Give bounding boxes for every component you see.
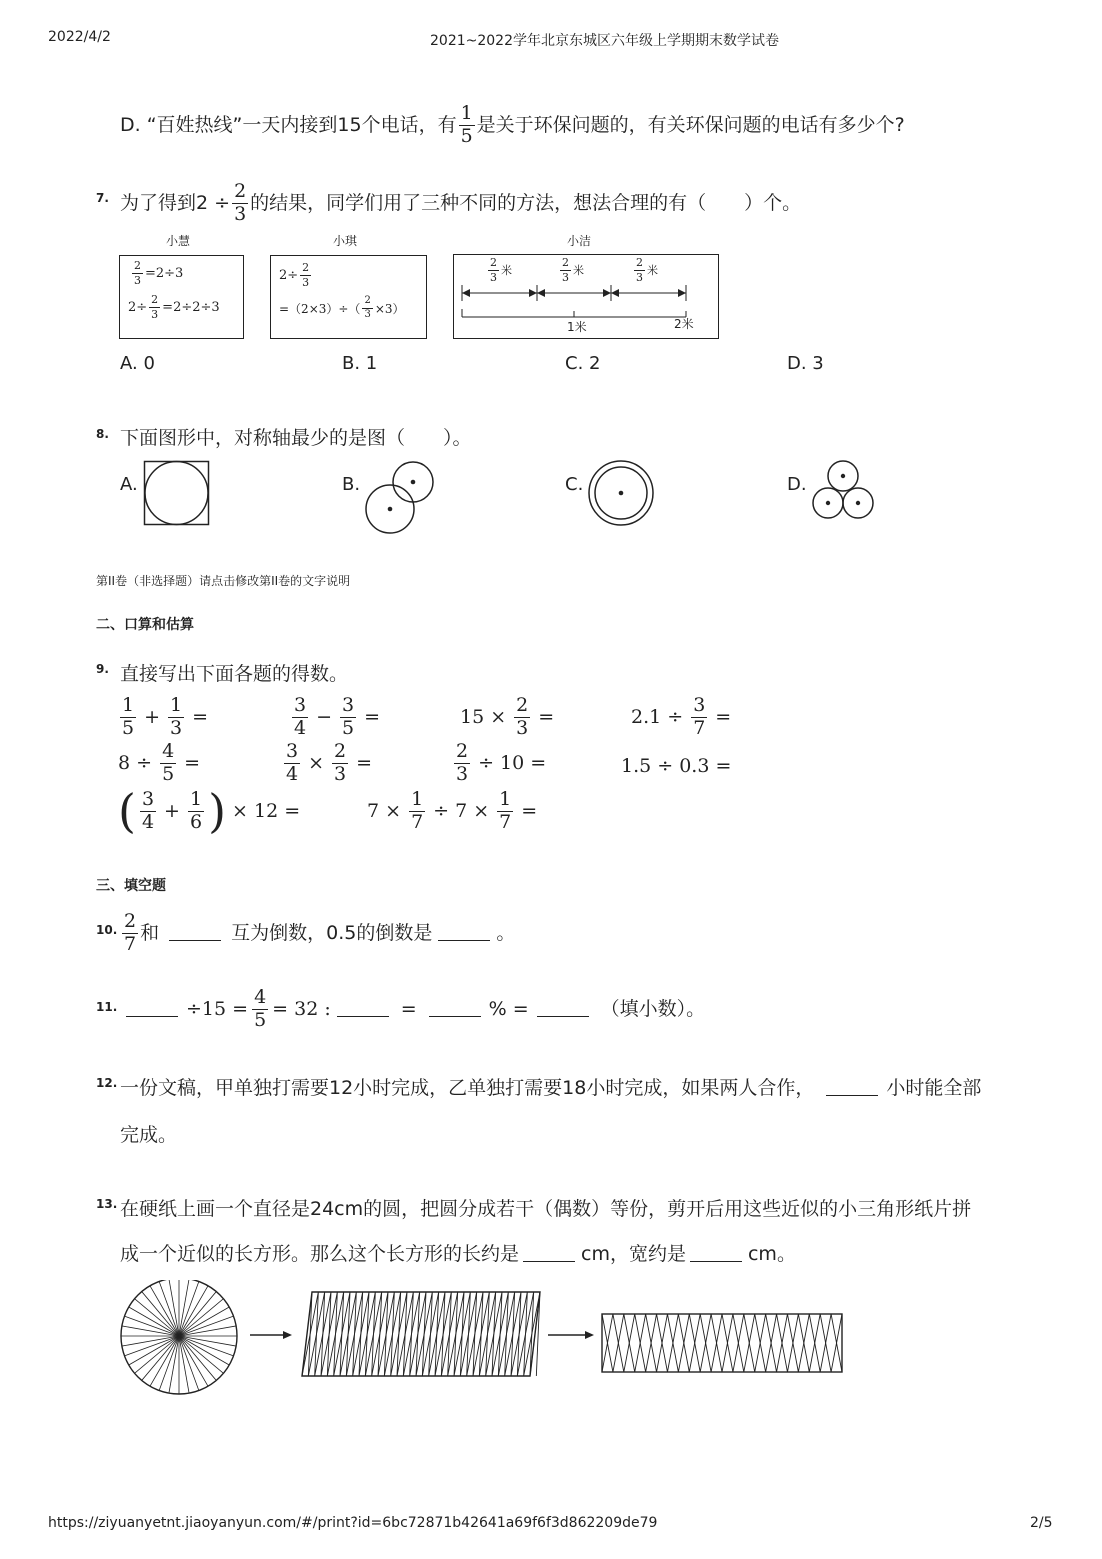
denominator: 5 bbox=[254, 1008, 267, 1031]
text: 。 bbox=[496, 922, 516, 945]
text: cm，宽约是 bbox=[581, 1243, 686, 1265]
equation-text: 2÷ bbox=[279, 267, 299, 283]
section-2-title: 二、口算和估算 bbox=[96, 617, 194, 633]
numerator: 4 bbox=[162, 740, 175, 762]
zigzag-lines-2 bbox=[302, 1292, 540, 1376]
answer-blank-2[interactable] bbox=[438, 925, 490, 941]
figure-d-three-circles bbox=[810, 459, 876, 521]
segment-label-2 bbox=[558, 257, 584, 283]
q13-line2 bbox=[120, 1243, 796, 1266]
equation-text: =2÷3 bbox=[145, 265, 184, 281]
q9-item-8: 1.5 ÷ 0.3 = bbox=[621, 755, 732, 777]
operand: ÷ 10 = bbox=[478, 752, 547, 775]
figure-c-concentric-circles bbox=[587, 460, 657, 528]
denominator: 3 bbox=[334, 762, 347, 785]
q9-item-1 bbox=[118, 696, 208, 739]
fraction bbox=[409, 790, 425, 833]
segment-label-1 bbox=[486, 257, 512, 283]
numerator: 1 bbox=[499, 788, 512, 810]
q9-item-4 bbox=[631, 696, 731, 739]
operand: 8 ÷ bbox=[118, 752, 153, 775]
q10-stem bbox=[120, 912, 515, 955]
fraction bbox=[149, 294, 160, 320]
numerator: 1 bbox=[122, 694, 135, 716]
q11-number: 11. bbox=[96, 1000, 118, 1014]
q12-line1 bbox=[120, 1077, 981, 1100]
numerator: 2 bbox=[636, 256, 643, 269]
footer-page-number: 2/5 bbox=[1030, 1515, 1053, 1531]
denominator: 3 bbox=[456, 762, 469, 785]
numerator: 2 bbox=[490, 256, 497, 269]
denominator: 7 bbox=[124, 932, 137, 955]
fraction bbox=[332, 742, 348, 785]
answer-blank-1[interactable] bbox=[169, 925, 221, 941]
figure-b-two-circles bbox=[363, 460, 438, 536]
equals: = bbox=[521, 800, 538, 823]
q8-number: 8. bbox=[96, 427, 109, 441]
text: ÷15 = bbox=[186, 998, 249, 1021]
q9-item-10 bbox=[367, 790, 537, 833]
fraction bbox=[188, 787, 204, 833]
numerator: 2 bbox=[456, 740, 469, 762]
q6d-post: 是关于环保问题的，有关环保问题的电话有多少个? bbox=[476, 114, 905, 137]
numerator: 2 bbox=[234, 180, 247, 202]
denominator: 6 bbox=[189, 810, 203, 833]
text: cm。 bbox=[747, 1243, 796, 1265]
fraction bbox=[122, 912, 138, 955]
unit: 米 bbox=[573, 264, 584, 278]
q9-item-9 bbox=[118, 784, 301, 838]
denominator: 3 bbox=[170, 716, 183, 739]
equals: = bbox=[192, 706, 209, 729]
denominator: 3 bbox=[636, 270, 643, 284]
answer-blank-3[interactable] bbox=[429, 1001, 481, 1017]
numerator: 2 bbox=[124, 910, 137, 932]
q7-stem bbox=[120, 182, 801, 225]
operator: × bbox=[308, 752, 325, 775]
unit: 米 bbox=[647, 264, 658, 278]
arrow-1 bbox=[250, 1331, 292, 1339]
fraction bbox=[284, 742, 300, 785]
circle-to-rectangle-diagram bbox=[116, 1280, 856, 1400]
q9-item-7 bbox=[452, 742, 546, 785]
denominator: 3 bbox=[234, 202, 247, 225]
numerator: 3 bbox=[693, 694, 706, 716]
numerator: 2 bbox=[362, 296, 372, 309]
fraction bbox=[132, 260, 143, 286]
xiaoqi-method-box bbox=[270, 255, 427, 339]
denominator: 5 bbox=[342, 716, 355, 739]
q12-number: 12. bbox=[96, 1076, 118, 1090]
denominator: 4 bbox=[294, 716, 307, 739]
text: 成一个近似的长方形。那么这个长方形的长约是 bbox=[120, 1243, 520, 1265]
numerator: 3 bbox=[294, 694, 307, 716]
text: （填小数）。 bbox=[600, 998, 706, 1021]
operand: ÷ 7 × bbox=[433, 800, 490, 823]
numerator: 2 bbox=[516, 694, 529, 716]
q7-fraction bbox=[232, 182, 248, 225]
xiaohui-line1 bbox=[130, 260, 183, 286]
fraction bbox=[497, 790, 513, 833]
equals: = bbox=[356, 752, 373, 775]
text: = bbox=[400, 998, 417, 1021]
denominator: 5 bbox=[162, 762, 175, 785]
q9-item-2 bbox=[290, 696, 380, 739]
zigzag-lines-2 bbox=[602, 1314, 842, 1372]
numerator: 2 bbox=[334, 740, 347, 762]
denominator: 3 bbox=[364, 308, 371, 320]
equals: = bbox=[364, 706, 381, 729]
q8-stem: 下面图形中，对称轴最少的是图（ ）。 bbox=[120, 427, 472, 449]
q7-option-a[interactable]: A. 0 bbox=[120, 353, 155, 374]
fraction bbox=[634, 257, 645, 283]
parallelogram-shape bbox=[302, 1292, 540, 1376]
unit: 米 bbox=[501, 264, 512, 278]
fraction bbox=[362, 296, 372, 320]
footer-url[interactable]: https://ziyuanyetnt.jiaoyanyun.com/#/print?id=6bc72871b42641a69f6f3d862209de79 bbox=[48, 1515, 658, 1531]
segment-label-3 bbox=[632, 257, 658, 283]
numerator: 3 bbox=[342, 694, 355, 716]
denominator: 3 bbox=[490, 270, 497, 284]
document-title: 2021~2022学年北京东城区六年级上学期期末数学试卷 bbox=[430, 33, 779, 49]
xiaohui-method-box bbox=[119, 255, 244, 339]
equation-text: =（2×3）÷（ bbox=[279, 301, 361, 316]
denominator: 4 bbox=[141, 810, 155, 833]
answer-blank-1[interactable] bbox=[126, 1001, 178, 1017]
q7-option-b[interactable]: B. 1 bbox=[342, 353, 378, 374]
fraction bbox=[560, 257, 571, 283]
fraction bbox=[120, 696, 136, 739]
q13-line1: 在硬纸上画一个直径是24cm的圆，把圆分成若干（偶数）等份，剪开后用这些近似的小三角形纸片拼 bbox=[120, 1198, 972, 1220]
right-paren: ) bbox=[208, 784, 227, 838]
q7-option-d[interactable]: D. 3 bbox=[787, 353, 824, 374]
numerator: 1 bbox=[189, 787, 203, 810]
q12-line2: 完成。 bbox=[120, 1124, 178, 1146]
text: = 32 : bbox=[272, 998, 331, 1021]
denominator: 3 bbox=[134, 273, 141, 287]
equation-text: =2÷2÷3 bbox=[162, 299, 220, 315]
fraction bbox=[691, 696, 707, 739]
q9-number: 9. bbox=[96, 662, 109, 676]
part2-note[interactable]: 第II卷（非选择题）请点击修改第II卷的文字说明 bbox=[96, 574, 351, 588]
answer-blank-2[interactable] bbox=[337, 1001, 389, 1017]
q8-option-d[interactable]: D. bbox=[787, 474, 807, 495]
numerator: 1 bbox=[460, 102, 473, 124]
q7-option-c[interactable]: C. 2 bbox=[565, 353, 601, 374]
q10-number: 10. bbox=[96, 923, 118, 937]
denominator: 3 bbox=[562, 270, 569, 284]
fraction bbox=[488, 257, 499, 283]
equals: = bbox=[538, 706, 555, 729]
xiaoqi-line2 bbox=[279, 296, 405, 320]
fraction bbox=[168, 696, 184, 739]
q9-stem: 直接写出下面各题的得数。 bbox=[120, 663, 349, 685]
q9-item-6 bbox=[282, 742, 372, 785]
equals: = bbox=[184, 752, 201, 775]
divided-circle bbox=[121, 1280, 237, 1394]
numerator: 2 bbox=[562, 256, 569, 269]
tick-label-1m: 1米 bbox=[567, 320, 587, 334]
q8-option-a[interactable]: A. bbox=[120, 474, 138, 495]
numerator: 3 bbox=[286, 740, 299, 762]
denominator: 3 bbox=[151, 307, 159, 321]
denominator: 5 bbox=[122, 716, 135, 739]
q7-post: 的结果，同学们用了三种不同的方法，想法合理的有（ ）个。 bbox=[250, 192, 802, 215]
section-3-title: 三、填空题 bbox=[96, 878, 166, 894]
fraction bbox=[252, 988, 268, 1031]
denominator: 3 bbox=[302, 275, 310, 289]
numerator: 2 bbox=[134, 259, 141, 272]
denominator: 7 bbox=[411, 810, 424, 833]
text: 互为倒数，0.5的倒数是 bbox=[231, 922, 433, 945]
fraction bbox=[340, 696, 356, 739]
name-xiaoqi: 小琪 bbox=[333, 234, 358, 248]
numerator: 1 bbox=[170, 694, 183, 716]
operand: × 12 = bbox=[232, 800, 301, 822]
q6d-pre: D. “百姓热线”一天内接到15个电话，有 bbox=[120, 114, 457, 137]
q13-number: 13. bbox=[96, 1197, 118, 1211]
tick-label-2m: 2米 bbox=[674, 317, 694, 331]
text: 一份文稿，甲单独打需要12小时完成，乙单独打需要18小时完成，如果两人合作， bbox=[120, 1077, 815, 1099]
arrow-2 bbox=[548, 1331, 594, 1339]
q8-option-b[interactable]: B. bbox=[342, 474, 361, 495]
figure-a-circle-in-square bbox=[143, 460, 211, 526]
denominator: 5 bbox=[460, 124, 473, 147]
equals: = bbox=[715, 706, 732, 729]
fraction bbox=[454, 742, 470, 785]
numerator: 2 bbox=[302, 261, 310, 274]
answer-blank-1[interactable] bbox=[523, 1246, 575, 1262]
text: % = bbox=[488, 998, 529, 1021]
q6d-fraction bbox=[459, 104, 475, 147]
text: 和 bbox=[140, 922, 160, 945]
left-paren: ( bbox=[118, 784, 136, 838]
operand: 7 × bbox=[367, 800, 402, 823]
operator: + bbox=[164, 800, 180, 822]
answer-blank[interactable] bbox=[826, 1080, 878, 1096]
operator: − bbox=[316, 706, 333, 729]
operator: + bbox=[144, 706, 161, 729]
numerator: 4 bbox=[254, 986, 267, 1008]
numerator: 1 bbox=[411, 788, 424, 810]
fraction bbox=[140, 787, 156, 833]
denominator: 7 bbox=[499, 810, 512, 833]
equation-text: ×3） bbox=[374, 301, 405, 316]
q7-pre: 为了得到2 ÷ bbox=[120, 192, 231, 215]
fraction bbox=[514, 696, 530, 739]
operand: 15 × bbox=[460, 706, 507, 729]
numerator: 2 bbox=[151, 293, 159, 306]
name-xiaojie: 小洁 bbox=[567, 234, 592, 248]
q6-option-d bbox=[120, 104, 905, 147]
rectangle-shape bbox=[602, 1314, 842, 1372]
fraction bbox=[160, 742, 176, 785]
denominator: 7 bbox=[693, 716, 706, 739]
q8-option-c[interactable]: C. bbox=[565, 474, 584, 495]
name-xiaohui: 小慧 bbox=[166, 234, 191, 248]
rectangle-outline bbox=[602, 1314, 842, 1372]
zigzag-lines bbox=[602, 1314, 842, 1372]
fraction bbox=[300, 262, 311, 288]
q11-stem bbox=[126, 988, 705, 1031]
print-date: 2022/4/2 bbox=[48, 29, 111, 45]
xiaoqi-line1 bbox=[279, 262, 313, 288]
q9-item-3 bbox=[460, 696, 554, 739]
fraction bbox=[292, 696, 308, 739]
q9-item-5 bbox=[118, 742, 200, 785]
denominator: 4 bbox=[286, 762, 299, 785]
parallelogram-outline bbox=[302, 1292, 540, 1376]
answer-blank-4[interactable] bbox=[537, 1001, 589, 1017]
operand: 2.1 ÷ bbox=[631, 706, 684, 729]
denominator: 3 bbox=[516, 716, 529, 739]
xiaojie-method-box bbox=[453, 254, 719, 339]
q7-number: 7. bbox=[96, 191, 109, 205]
numerator: 3 bbox=[141, 787, 155, 810]
answer-blank-2[interactable] bbox=[690, 1246, 742, 1262]
xiaohui-line2 bbox=[128, 294, 220, 320]
text: 小时能全部 bbox=[886, 1077, 982, 1099]
equation-text: 2÷ bbox=[128, 299, 148, 315]
